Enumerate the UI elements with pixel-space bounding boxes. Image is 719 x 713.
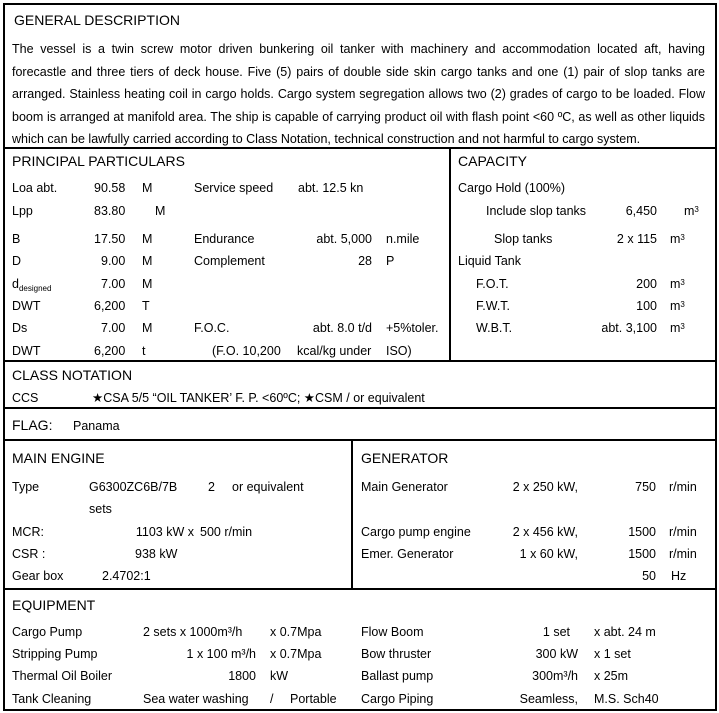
complement-unit: P [386,254,395,268]
ballast-pump-value: 300m³/h [532,669,578,683]
cargo-pump-engine-rpm-unit: r/min [669,525,697,539]
wbt-value: abt. 3,100 [601,321,657,335]
b-label: B [12,232,21,246]
lpp-value: 83.80 [94,204,126,218]
fot-value: 200 [636,277,657,291]
ds-label: Ds [12,321,28,335]
dwt-value: 6,200 [94,299,126,313]
loa-unit: M [142,181,153,195]
tank-cleaning-value: Sea water washing [143,692,249,706]
dwt2-value: 6,200 [94,344,126,358]
cargo-pump-engine-label: Cargo pump engine [361,525,471,539]
service-speed-value: abt. 12.5 kn [298,181,364,195]
cargo-pump-extra: x 0.7Mpa [270,625,322,639]
ds-value: 7.00 [101,321,126,335]
csr-value: 938 kW [135,547,178,561]
general-description-text: The vessel is a twin screw motor driven bunkering oil tanker with machinery and accommodation located aft, having forecastle and three tiers of deck house. Five (5) pairs of double side skin cargo tanks and one (1) pair of slop tanks are arranged. Stainless heating coil in cargo holds. Cargo system segregation allows two (2) grades of cargo to be loaded. Flow boom is arranged at manifold area. The ship is capable of carrying product oil with flash point <60 ºC, as well as other liquids which can be lawfully carried according to Class Notation, technical construction and not harmful to cargo system. [12,42,705,146]
gearbox-label: Gear box [12,569,64,583]
emer-generator-rpm: 1500 [628,547,656,561]
fot-label: F.O.T. [476,277,509,291]
flag-label: FLAG: [12,417,53,433]
mcr-value: 1103 kW x [135,525,194,539]
foc-label: F.O.C. [194,321,230,335]
capacity-title: CAPACITY [458,153,527,169]
fwt-unit: $m^3$ [670,299,685,313]
fo-note-c: ISO) [386,344,412,358]
ballast-pump-label: Ballast pump [361,669,434,683]
complement-label: Complement [194,254,265,268]
principal-capacity-divider [449,149,451,360]
flow-boom-label: Flow Boom [361,625,424,639]
fo-note-a: (F.O. 10,200 [212,344,281,358]
generator-title: GENERATOR [361,450,449,466]
main-generator-label: Main Generator [361,480,448,494]
cargo-piping-value: Seamless, [519,692,578,706]
equipment-title: EQUIPMENT [12,597,96,613]
fwt-label: F.W.T. [476,299,511,313]
emer-generator-label: Emer. Generator [361,547,454,561]
tank-cleaning-label: Tank Cleaning [12,692,92,706]
include-slop-label: Include slop tanks [486,204,587,218]
ballast-pump-extra: x 25m [594,669,629,683]
flow-boom-value: 1 set [542,625,570,639]
loa-value: 90.58 [94,181,126,195]
wbt-label: W.B.T. [476,321,513,335]
main-generator-rpm-unit: r/min [669,480,697,494]
d-unit: M [142,254,153,268]
service-speed-label: Service speed [194,181,274,195]
stripping-pump-value: 1 x 100 m³/h [186,647,256,661]
mcr-rpm: 500 r/min [200,525,253,539]
class-notation-title: CLASS NOTATION [12,367,133,383]
engine-type-value: G6300ZC6B/7B [89,480,178,494]
emer-generator-rpm-unit: r/min [669,547,697,561]
lpp-label: Lpp [12,204,33,218]
csr-label: CSR : [12,547,46,561]
emer-generator-value: 1 x 60 kW, [519,547,578,561]
stripping-pump-label: Stripping Pump [12,647,98,661]
cargo-pump-label: Cargo Pump [12,625,83,639]
thermal-oil-boiler-unit: kW [270,669,289,683]
bow-thruster-extra: x 1 set [594,647,631,661]
liquid-tank-label: Liquid Tank [458,254,522,268]
slop-tanks-value: 2 x 115 [616,232,657,246]
dwt-label: DWT [12,299,41,313]
class-society: CCS [12,391,39,405]
fo-note-b: kcal/kg under [297,344,372,358]
gearbox-value: 2.4702:1 [102,569,151,583]
frequency-unit: Hz [671,569,687,583]
endurance-unit: n.mile [386,232,420,246]
b-value: 17.50 [94,232,126,246]
engine-type-note: or equivalent [232,480,304,494]
b-unit: M [142,232,153,246]
include-slop-value: 6,450 [625,204,657,218]
dwt2-unit: t [142,344,146,358]
ds-unit: M [142,321,153,335]
general-description-title: GENERAL DESCRIPTION [14,12,180,28]
engine-type-qty: 2 [208,480,215,494]
dwt2-label: DWT [12,344,41,358]
engine-generator-divider [351,441,353,588]
thermal-oil-boiler-value: 1800 [228,669,256,683]
lpp-unit: M [155,204,166,218]
flag-value: Panama [73,419,120,433]
flow-boom-extra: x abt. 24 m [594,625,656,639]
main-generator-value: 2 x 250 kW, [512,480,578,494]
cargo-pump-value: 2 sets x 1000m³/h [143,625,243,639]
engine-type-label: Type [12,480,40,494]
slop-tanks-unit: $m^3$ [670,232,685,246]
cargo-piping-extra: M.S. Sch40 [594,692,659,706]
cargo-pump-engine-value: 2 x 456 kW, [512,525,578,539]
main-engine-title: MAIN ENGINE [12,450,105,466]
d-value: 9.00 [101,254,126,268]
d-designed-unit: M [142,277,153,291]
foc-value: abt. 8.0 t/d [312,321,372,335]
tank-cleaning-extra: Portable [290,692,337,706]
d-designed-label: $d_{designed}$ [12,277,52,293]
dwt-unit: T [142,299,150,313]
endurance-value: abt. 5,000 [316,232,372,246]
d-designed-value: 7.00 [101,277,126,291]
main-generator-rpm: 750 [635,480,656,494]
engine-sets: sets [89,502,112,516]
tank-cleaning-separator: / [270,692,274,706]
endurance-label: Endurance [194,232,255,246]
cargo-piping-label: Cargo Piping [361,692,434,706]
complement-value: 28 [358,254,372,268]
bow-thruster-label: Bow thruster [361,647,432,661]
cargo-hold-label: Cargo Hold (100%) [458,181,565,195]
fwt-value: 100 [636,299,657,313]
loa-label: Loa abt. [12,181,58,195]
slop-tanks-label: Slop tanks [494,232,553,246]
foc-unit: +5%toler. [386,321,439,335]
frequency-value: 50 [642,569,656,583]
include-slop-unit: $m^3$ [684,204,699,218]
stripping-pump-extra: x 0.7Mpa [270,647,322,661]
d-label: D [12,254,22,268]
mcr-label: MCR: [12,525,44,539]
cargo-pump-engine-rpm: 1500 [628,525,656,539]
bow-thruster-value: 300 kW [535,647,578,661]
wbt-unit: $m^3$ [670,321,685,335]
fot-unit: $m^3$ [670,277,685,291]
class-notation-value: ★CSA 5/5 “OIL TANKER’ F. P. <60ºC; ★CSM / or equivalent [92,391,425,405]
principal-particulars-title: PRINCIPAL PARTICULARS [12,153,185,169]
thermal-oil-boiler-label: Thermal Oil Boiler [12,669,113,683]
